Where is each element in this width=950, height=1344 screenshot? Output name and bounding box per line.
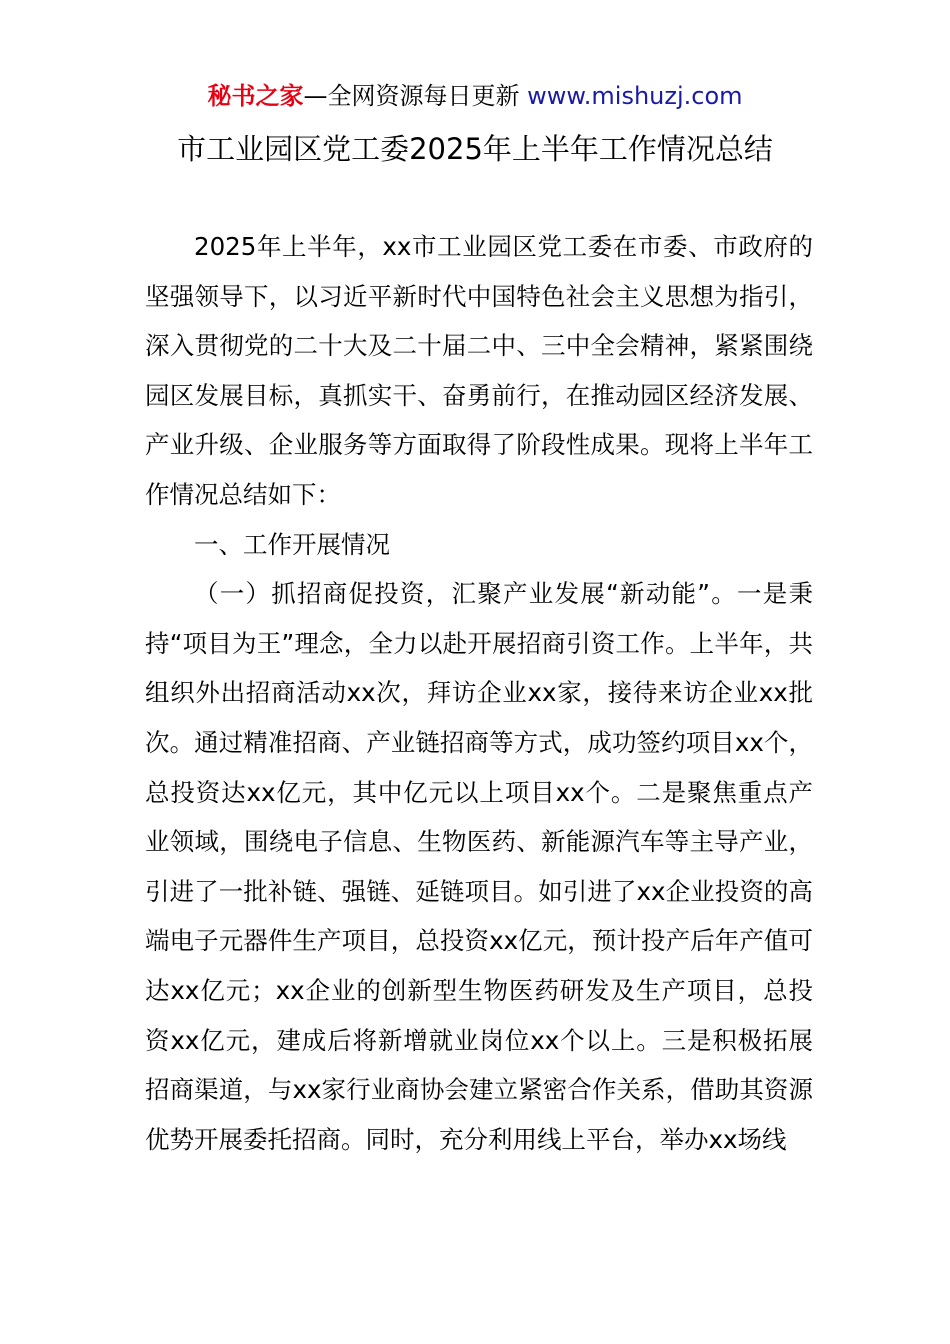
site-header: [0, 80, 950, 112]
site-url-link[interactable]: www.mishuzj.com: [527, 82, 743, 110]
document-title: 市工业园区党工委2025年上半年工作情况总结: [177, 132, 773, 166]
site-tagline: —全网资源每日更新: [303, 82, 520, 110]
document-body: [145, 222, 813, 1164]
brand-name: 秘书之家: [207, 82, 304, 110]
intro-paragraph: 2025年上半年，xx市工业园区党工委在市委、市政府的坚强领导下，以习近平新时代中国特色社会主义思想为指引，深入贯彻党的二十大及二十届二中、三中全会精神，紧紧围绕园区发展目标，真抓实干、奋勇前行，在推动园区经济发展、产业升级、企业服务等方面取得了阶段性成果。现将上半年工作情况总结如下：: [145, 232, 813, 509]
section-heading: 一、工作开展情况: [194, 529, 390, 559]
subsection-paragraph: （一）抓招商促投资，汇聚产业发展“新动能”。一是秉持“项目为王”理念，全力以赴开展招商引资工作。上半年，共组织外出招商活动xx次，拜访企业xx家，接待来访企业xx批次。通过精准招商、产业链招商等方式，成功签约项目xx个，总投资达xx亿元，其中亿元以上项目xx个。二是聚焦重点产业领域，围绕电子信息、生物医药、新能源汽车等主导产业，引进了一批补链、强链、延链项目。如引进了xx企业投资的高端电子元器件生产项目，总投资xx亿元，预计投产后年产值可达xx亿元；xx企业的创新型生物医药研发及生产项目，总投资xx亿元，建成后将新增就业岗位xx个以上。三是积极拓展招商渠道，与xx家行业商协会建立紧密合作关系，借助其资源优势开展委托招商。同时，充分利用线上平台，举办xx场线: [145, 579, 813, 1154]
